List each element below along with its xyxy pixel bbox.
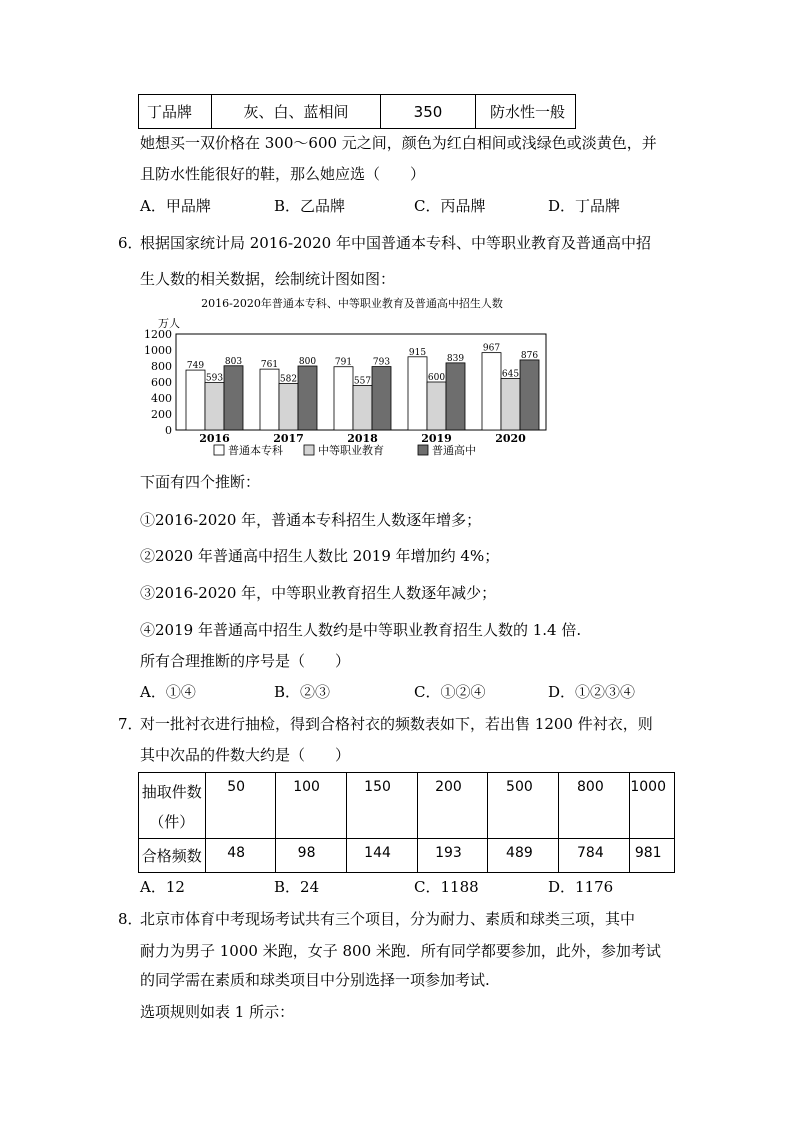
y-tick-label: 600 [151, 376, 172, 389]
data-label: 761 [260, 360, 279, 371]
table-cell: 1000 [630, 773, 675, 839]
frequency-table [138, 772, 675, 873]
q8-stem-line4: 选项规则如表 1 所示： [140, 1003, 295, 1021]
table-cell: 48 [205, 839, 275, 873]
data-label: 839 [446, 353, 465, 364]
q6-claim-3: ③2016-2020 年，中等职业教育招生人数逐年减少； [140, 584, 497, 602]
q8-stem-line2: 耐力为男子 1000 米跑，女子 800 米跑．所有同学都要参加，此外，参加考试 [140, 942, 661, 960]
x-tick-label: 2018 [347, 432, 378, 445]
q6-option-c: C．①②④ [414, 683, 486, 701]
bar-2017-2 [298, 366, 317, 430]
q6-stem-line2: 生人数的相关数据，绘制统计图如图： [140, 270, 396, 288]
table-cell: 489 [488, 839, 559, 873]
table-cell: 50 [205, 773, 275, 839]
q5-option-c: C．丙品牌 [414, 197, 486, 215]
q7-stem-line1: 对一批衬衣进行抽检，得到合格衬衣的频数表如下，若出售 1200 件衬衣，则 [140, 715, 653, 733]
data-label: 800 [298, 357, 317, 367]
y-tick-label: 800 [151, 360, 172, 373]
y-tick-label: 400 [151, 392, 172, 405]
q6-claim-1: ①2016-2020 年，普通本专科招生人数逐年增多； [140, 511, 482, 529]
row1-label-a: 抽取件数 [141, 783, 202, 801]
table-cell: 981 [630, 839, 675, 873]
x-tick-label: 2019 [421, 432, 452, 445]
data-label: 915 [408, 347, 427, 358]
data-label: 600 [427, 373, 446, 383]
x-tick-label: 2016 [199, 432, 230, 445]
bar-2018-2 [372, 367, 391, 430]
brand-table [138, 94, 576, 129]
q5-option-d: D．丁品牌 [548, 197, 621, 215]
q6-number: 6． [118, 234, 143, 252]
table-cell: 200 [417, 773, 488, 839]
q6-option-d: D．①②③④ [548, 683, 636, 701]
x-tick-label: 2020 [495, 432, 526, 445]
chart-title: 2016-2020年普通本专科、中等职业教育及普通高中招生人数 [201, 297, 503, 310]
legend-swatch [304, 445, 314, 455]
table-cell: 144 [346, 839, 417, 873]
q6-stem-line1: 根据国家统计局 2016-2020 年中国普通本专科、中等职业教育及普通高中招 [140, 234, 651, 252]
row1-label-b: （件） [149, 813, 195, 831]
table-cell: 丁品牌 [139, 95, 212, 129]
y-axis-label: 万人 [158, 317, 180, 330]
y-tick-label: 1200 [144, 328, 172, 341]
q5-option-a: A．甲品牌 [140, 197, 211, 215]
bar-2020-0 [482, 353, 501, 430]
bar-2016-1 [205, 383, 224, 430]
data-label: 749 [186, 361, 205, 372]
bar-2016-2 [224, 366, 243, 430]
table-header-cell [139, 773, 206, 839]
q8-number: 8． [118, 910, 143, 928]
table-cell: 98 [275, 839, 346, 873]
table-row [139, 839, 675, 873]
table-cell: 500 [488, 773, 559, 839]
data-label: 593 [205, 373, 224, 384]
bar-2018-0 [334, 367, 353, 430]
table-cell: 150 [346, 773, 417, 839]
q7-stem-line2: 其中次品的件数大约是（ ） [140, 746, 351, 764]
data-label: 793 [372, 357, 391, 368]
q5-stem-line1: 她想买一双价格在 300～600 元之间，颜色为红白相间或浅绿色或淡黄色，并 [140, 134, 657, 152]
bar-2019-1 [427, 382, 446, 430]
table-cell: 灰、白、蓝相间 [212, 95, 381, 129]
q6-claim-2: ②2020 年普通高中招生人数比 2019 年增加约 4%； [140, 547, 500, 565]
legend-swatch [214, 445, 224, 455]
q8-stem-line3: 的同学需在素质和球类项目中分别选择一项参加考试. [140, 971, 490, 989]
x-tick-label: 2017 [273, 432, 304, 445]
table-cell: 防水性一般 [476, 95, 576, 129]
q7-option-c: C．1188 [414, 878, 479, 896]
data-label: 876 [520, 350, 539, 361]
q6-intro: 下面有四个推断： [140, 473, 261, 491]
y-tick-label: 1000 [144, 344, 172, 357]
data-label: 803 [224, 356, 243, 367]
bar-2016-0 [186, 370, 205, 430]
data-label: 791 [334, 357, 353, 368]
bar-2019-0 [408, 357, 427, 430]
table-cell: 100 [275, 773, 346, 839]
bar-2017-1 [279, 383, 298, 430]
y-tick-label: 200 [151, 408, 172, 421]
q7-number: 7． [118, 715, 143, 733]
data-label: 967 [482, 343, 501, 354]
legend-label: 普通高中 [432, 444, 476, 457]
q7-option-d: D．1176 [548, 878, 614, 896]
bar-2018-1 [353, 385, 372, 430]
q6-option-a: A．①④ [140, 683, 196, 701]
bar-2019-2 [446, 363, 465, 430]
legend-swatch [418, 445, 428, 455]
table-cell: 800 [559, 773, 630, 839]
q6-question: 所有合理推断的序号是（ ） [140, 652, 351, 670]
bar-2017-0 [260, 369, 279, 430]
q5-stem-line2: 且防水性能很好的鞋，那么她应选（ ） [140, 165, 426, 183]
bar-2020-1 [501, 378, 520, 430]
q7-option-a: A．12 [140, 878, 185, 896]
data-label: 557 [353, 376, 372, 387]
q8-stem-line1: 北京市体育中考现场考试共有三个项目，分为耐力、素质和球类三项，其中 [140, 910, 636, 928]
table-row [139, 773, 675, 839]
table-cell: 350 [381, 95, 476, 129]
data-label: 582 [279, 374, 298, 385]
table-cell: 193 [417, 839, 488, 873]
table-row [139, 95, 576, 129]
data-label: 645 [501, 369, 520, 380]
bar-2020-2 [520, 360, 539, 430]
y-tick-label: 0 [165, 424, 172, 437]
table-header-cell: 合格频数 [139, 839, 206, 873]
q7-option-b: B．24 [274, 878, 320, 896]
legend-label: 中等职业教育 [318, 444, 384, 457]
q6-claim-4: ④2019 年普通高中招生人数约是中等职业教育招生人数的 1.4 倍. [140, 621, 582, 639]
q6-option-b: B．②③ [274, 683, 331, 701]
q5-option-b: B．乙品牌 [274, 197, 346, 215]
legend-label: 普通本专科 [228, 444, 283, 457]
enrollment-bar-chart [140, 295, 560, 463]
table-cell: 784 [559, 839, 630, 873]
